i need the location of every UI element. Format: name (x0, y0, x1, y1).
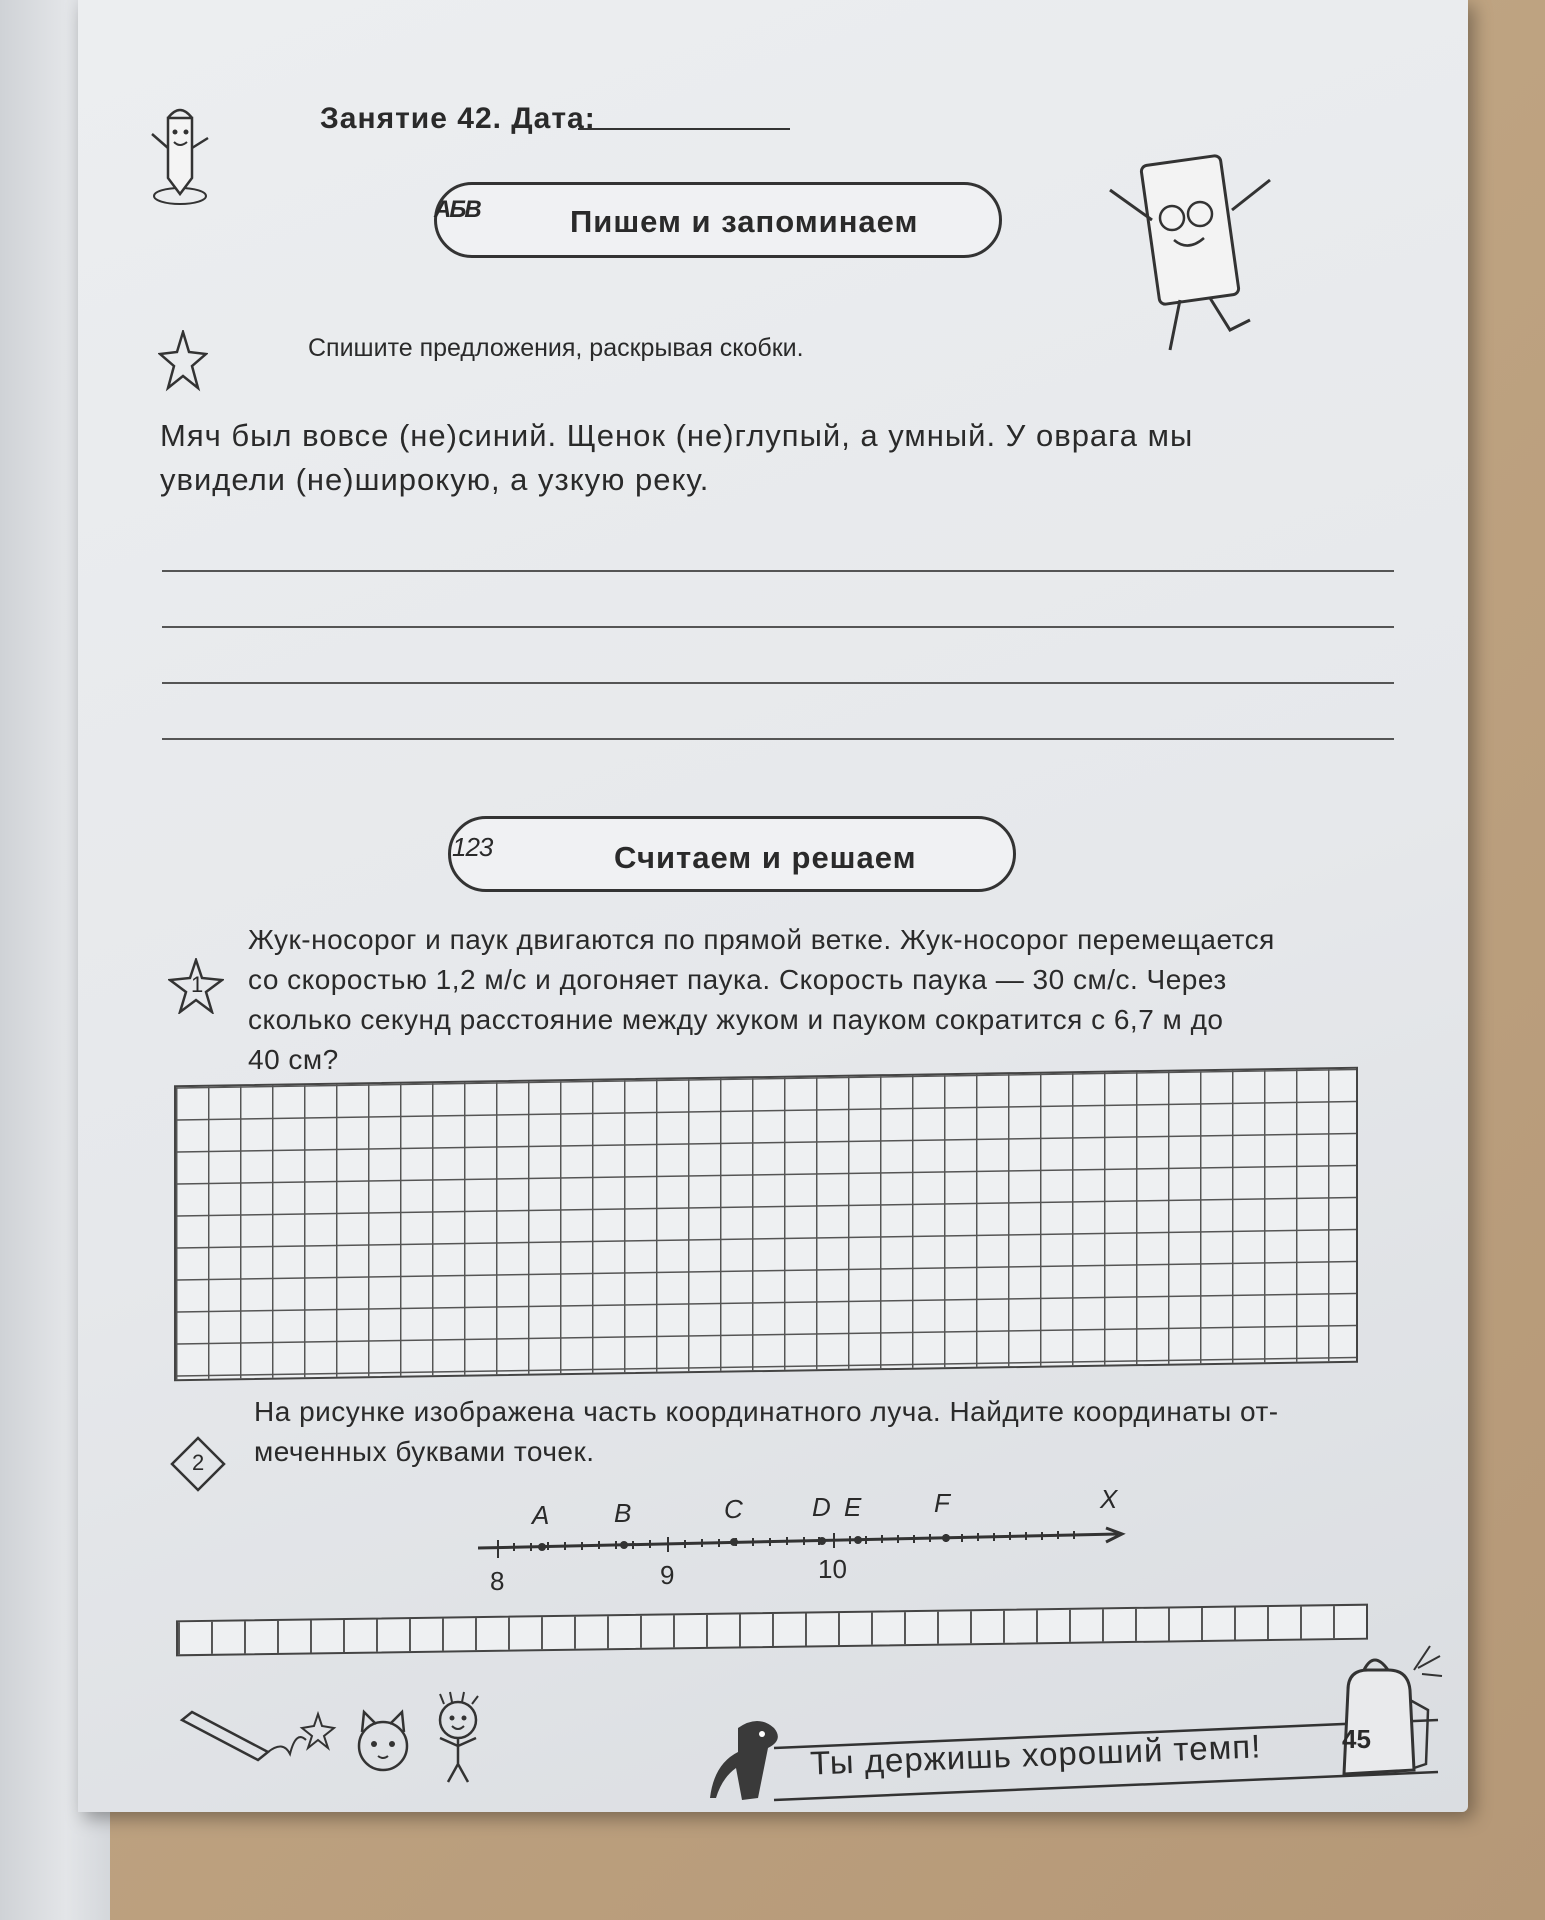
point-e (854, 1536, 862, 1544)
numbers-badge-icon: 123 (452, 832, 493, 862)
task1-line: Жук-носорог и паук двигаются по прямой ветке. Жук-носорог перемещается (248, 924, 1275, 955)
tick-label-9: 9 (660, 1560, 675, 1590)
point-label-f: F (934, 1488, 950, 1518)
tick-label-8: 8 (490, 1566, 505, 1596)
section-math-title: Считаем и решаем (614, 840, 917, 875)
point-a (538, 1543, 546, 1551)
dog-icon (698, 1708, 788, 1808)
tick-label-10: 10 (818, 1554, 847, 1584)
point-label-b: B (614, 1498, 632, 1528)
cat-icon (348, 1706, 418, 1776)
abc-badge-icon: АБВ (434, 196, 480, 223)
point-f (942, 1534, 950, 1542)
writing-line[interactable] (162, 682, 1394, 684)
star-icon (158, 330, 208, 394)
writing-line[interactable] (162, 570, 1394, 572)
point-label-d: D (812, 1492, 831, 1522)
point-d (818, 1537, 826, 1545)
task1-line: сколько секунд расстояние между жуком и пауком сократится с 6,7 м до (248, 1004, 1224, 1035)
writing-line[interactable] (162, 738, 1394, 740)
book-mascot-icon (1090, 140, 1290, 370)
answer-cells[interactable] (176, 1604, 1368, 1657)
axis-label-x: X (1100, 1486, 1118, 1514)
kid-icon (428, 1690, 488, 1786)
point-label-e: E (844, 1492, 862, 1522)
workbook-page (78, 0, 1468, 1812)
backpack-icon (1318, 1640, 1448, 1790)
date-line[interactable] (578, 128, 790, 130)
point-c (730, 1538, 738, 1546)
task1-text (248, 920, 1275, 1080)
task2-number: 2 (192, 1450, 205, 1475)
page-number: 45 (1342, 1724, 1371, 1754)
task2-line: На рисунке изображена часть координатного луча. Найдите координаты от- (254, 1396, 1279, 1427)
footer-message: Ты держишь хороший темп! (809, 1727, 1262, 1782)
pencil-star-icon (178, 1700, 338, 1770)
point-label-c: C (724, 1494, 743, 1524)
sentence-line-1: Мяч был вовсе (не)синий. Щенок (не)глупый, а умный. У оврага мы (160, 418, 1194, 453)
section-write-title: Пишем и запоминаем (570, 204, 919, 239)
lesson-title: Занятие 42. Дата: (320, 102, 596, 135)
ray-axis (478, 1534, 1118, 1548)
solution-grid[interactable] (174, 1067, 1358, 1382)
point-label-a: A (532, 1500, 550, 1530)
point-b (620, 1541, 628, 1549)
task2-text (254, 1392, 1279, 1472)
task-instruction: Спишите предложения, раскрывая скобки. (308, 334, 804, 362)
task1-number: 1 (191, 972, 204, 997)
sentence-line-2: увидели (не)широкую, а узкую реку. (160, 462, 710, 497)
task1-line: со скоростью 1,2 м/с и догоняет паука. Скорость паука — 30 см/с. Через (248, 964, 1227, 995)
pencil-mascot-icon (146, 98, 216, 208)
writing-line[interactable] (162, 626, 1394, 628)
coordinate-ray (478, 1486, 1138, 1596)
task1-line: 40 см? (248, 1044, 339, 1075)
task2-line: меченных буквами точек. (254, 1436, 595, 1467)
